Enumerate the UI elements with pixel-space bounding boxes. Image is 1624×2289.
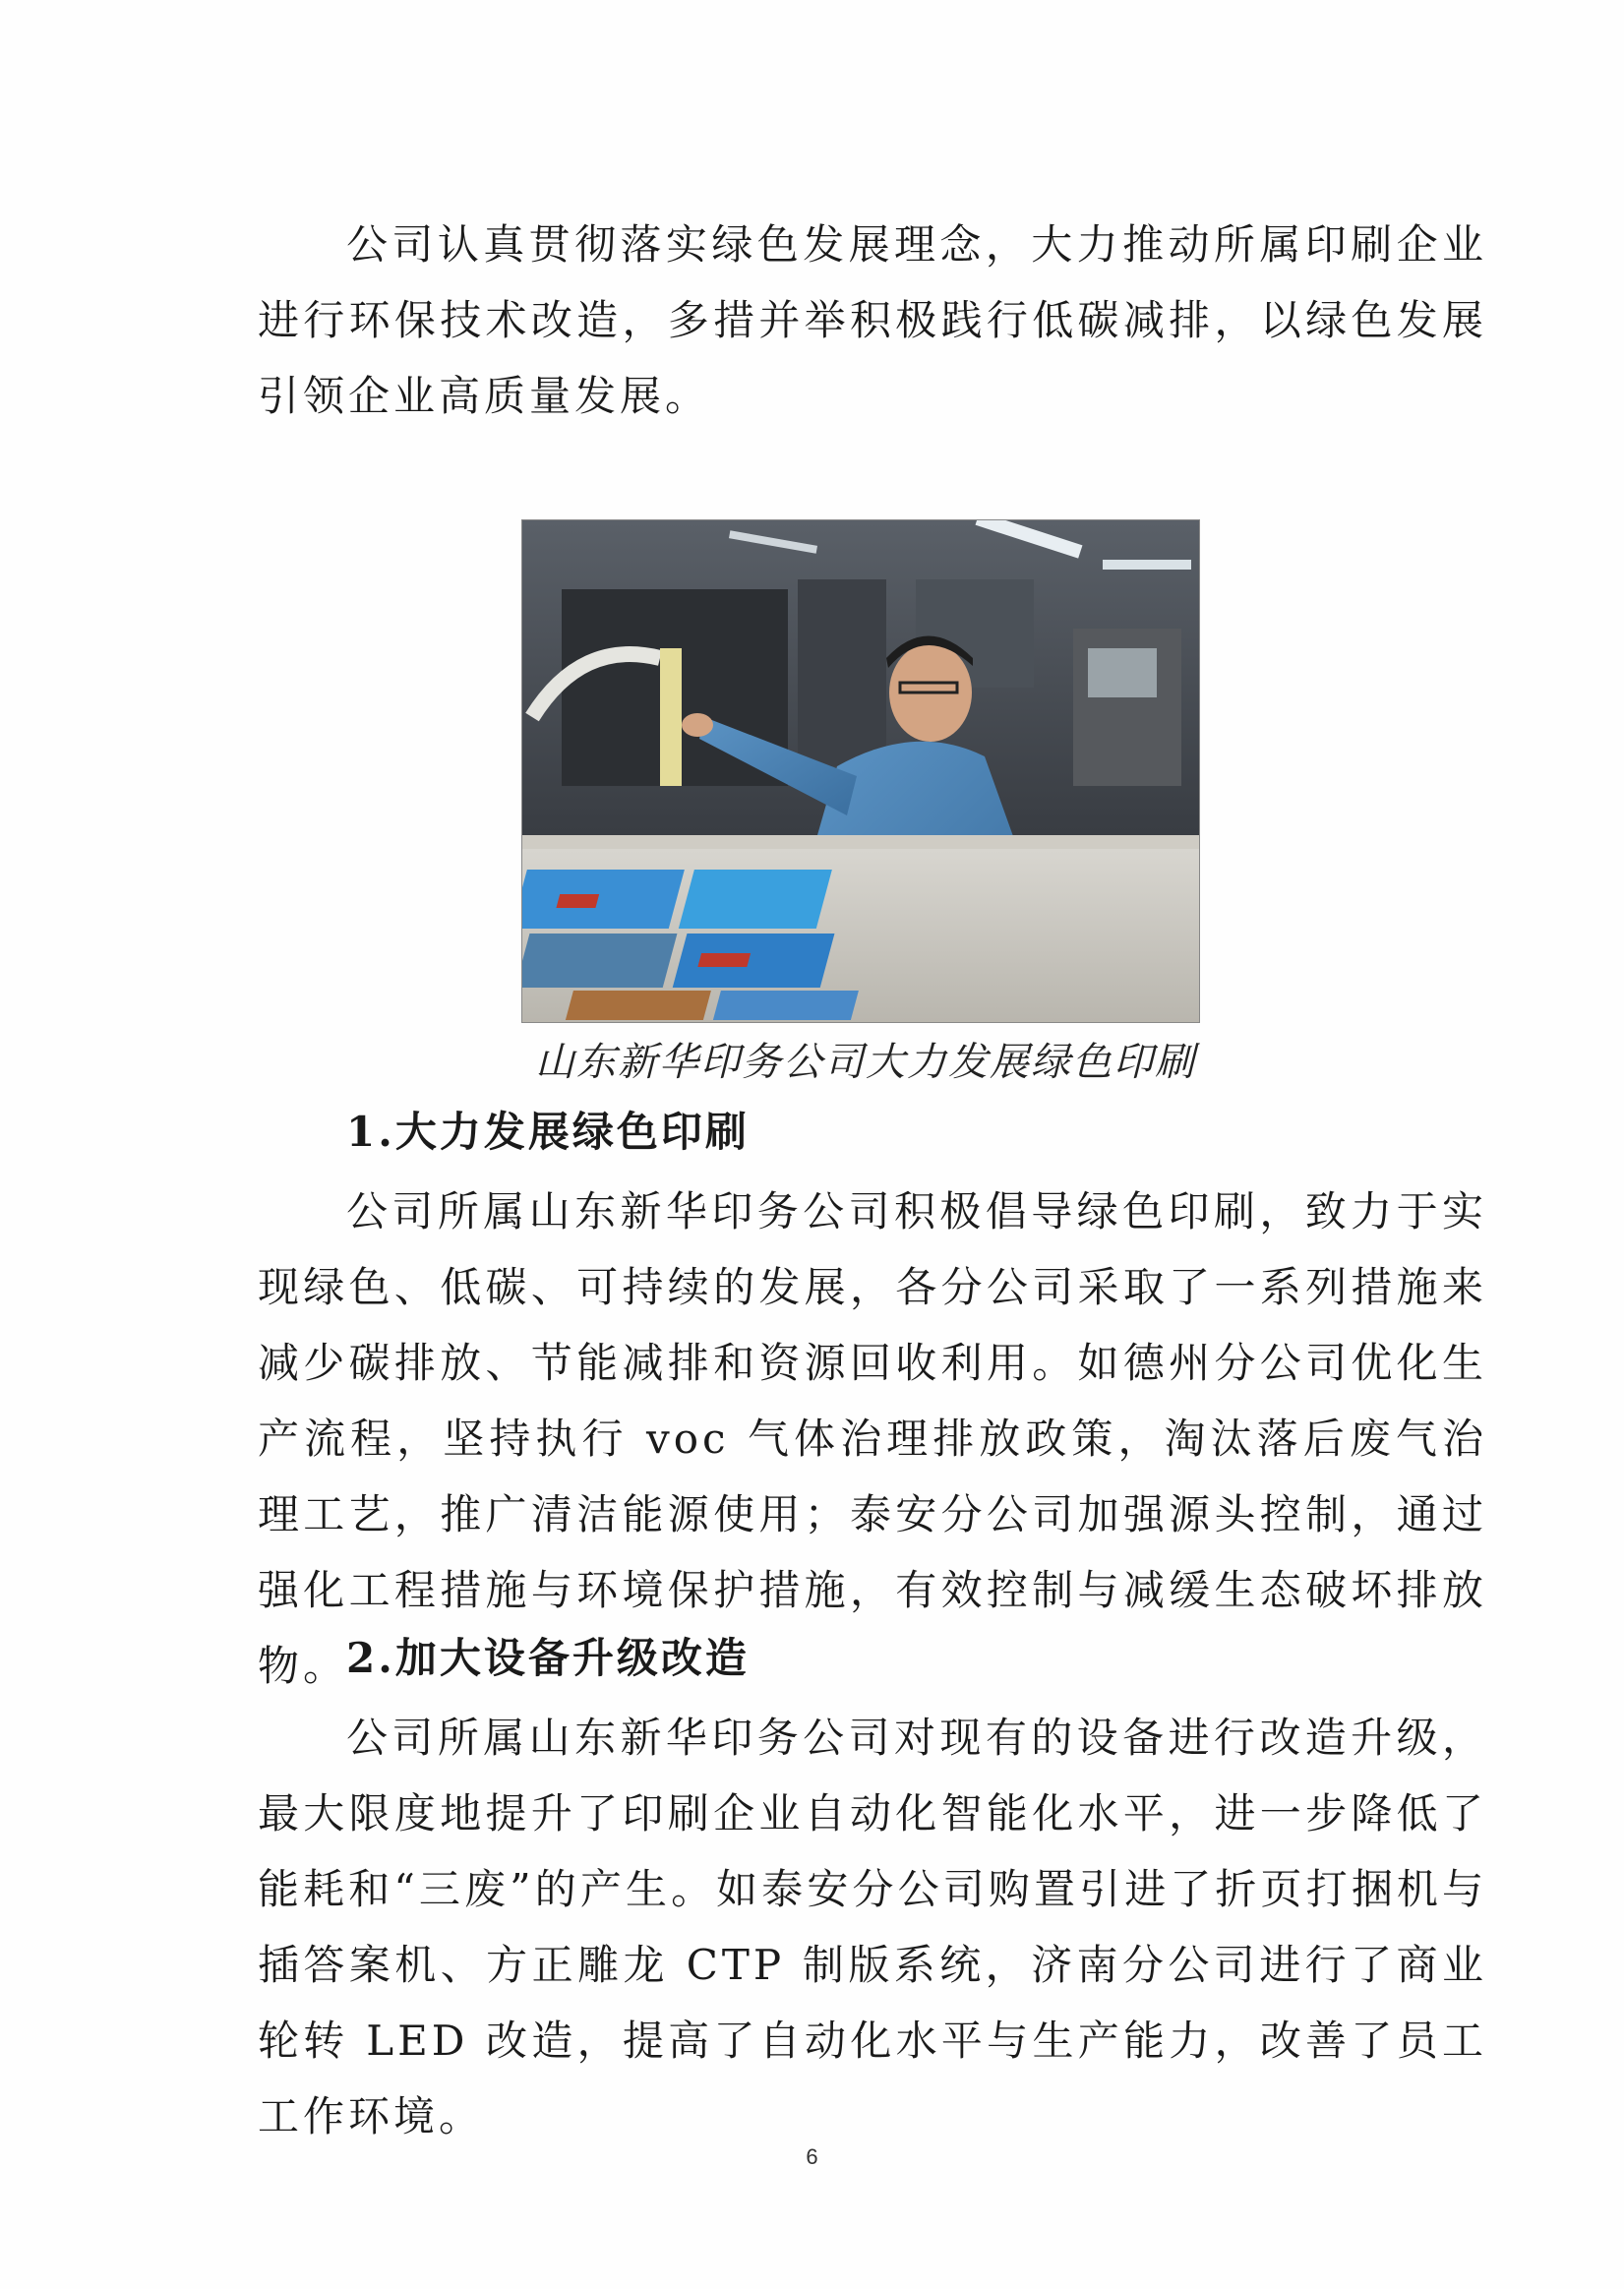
section-2-paragraph: 公司所属山东新华印务公司对现有的设备进行改造升级，最大限度地提升了印刷企业自动化智能化水平，进一步降低了能耗和“三废”的产生。如泰安分公司购置引进了折页打捆机与插答案机、方正雕龙 CTP 制版系统，济南分公司进行了商业轮转 LED 改造，提高了自动化水平与生产能力，改善了员工工作环境。	[258, 1714, 1487, 2140]
printing-workshop-photo	[521, 519, 1200, 1023]
page-number: 6	[806, 2144, 818, 2169]
figure-caption: 山东新华印务公司大力发展绿色印刷	[535, 1040, 1196, 1085]
section-heading-2: 2.加大设备升级改造	[346, 1634, 750, 1682]
section-heading-1: 1.大力发展绿色印刷	[346, 1108, 750, 1156]
intro-paragraph: 公司认真贯彻落实绿色发展理念，大力推动所属印刷企业进行环保技术改造，多措并举积极践行低碳减排，以绿色发展引领企业高质量发展。	[258, 220, 1487, 420]
section-1-paragraph: 公司所属山东新华印务公司积极倡导绿色印刷，致力于实现绿色、低碳、可持续的发展，各分公司采取了一系列措施来减少碳排放、节能减排和资源回收利用。如德州分公司优化生产流程，坚持执行 voc 气体治理排放政策，淘汰落后废气治理工艺，推广清洁能源使用；泰安分公司加强源头控制，通过强化工程措施与环境保护措施，有效控制与减缓生态破坏排放物。	[258, 1187, 1487, 1690]
